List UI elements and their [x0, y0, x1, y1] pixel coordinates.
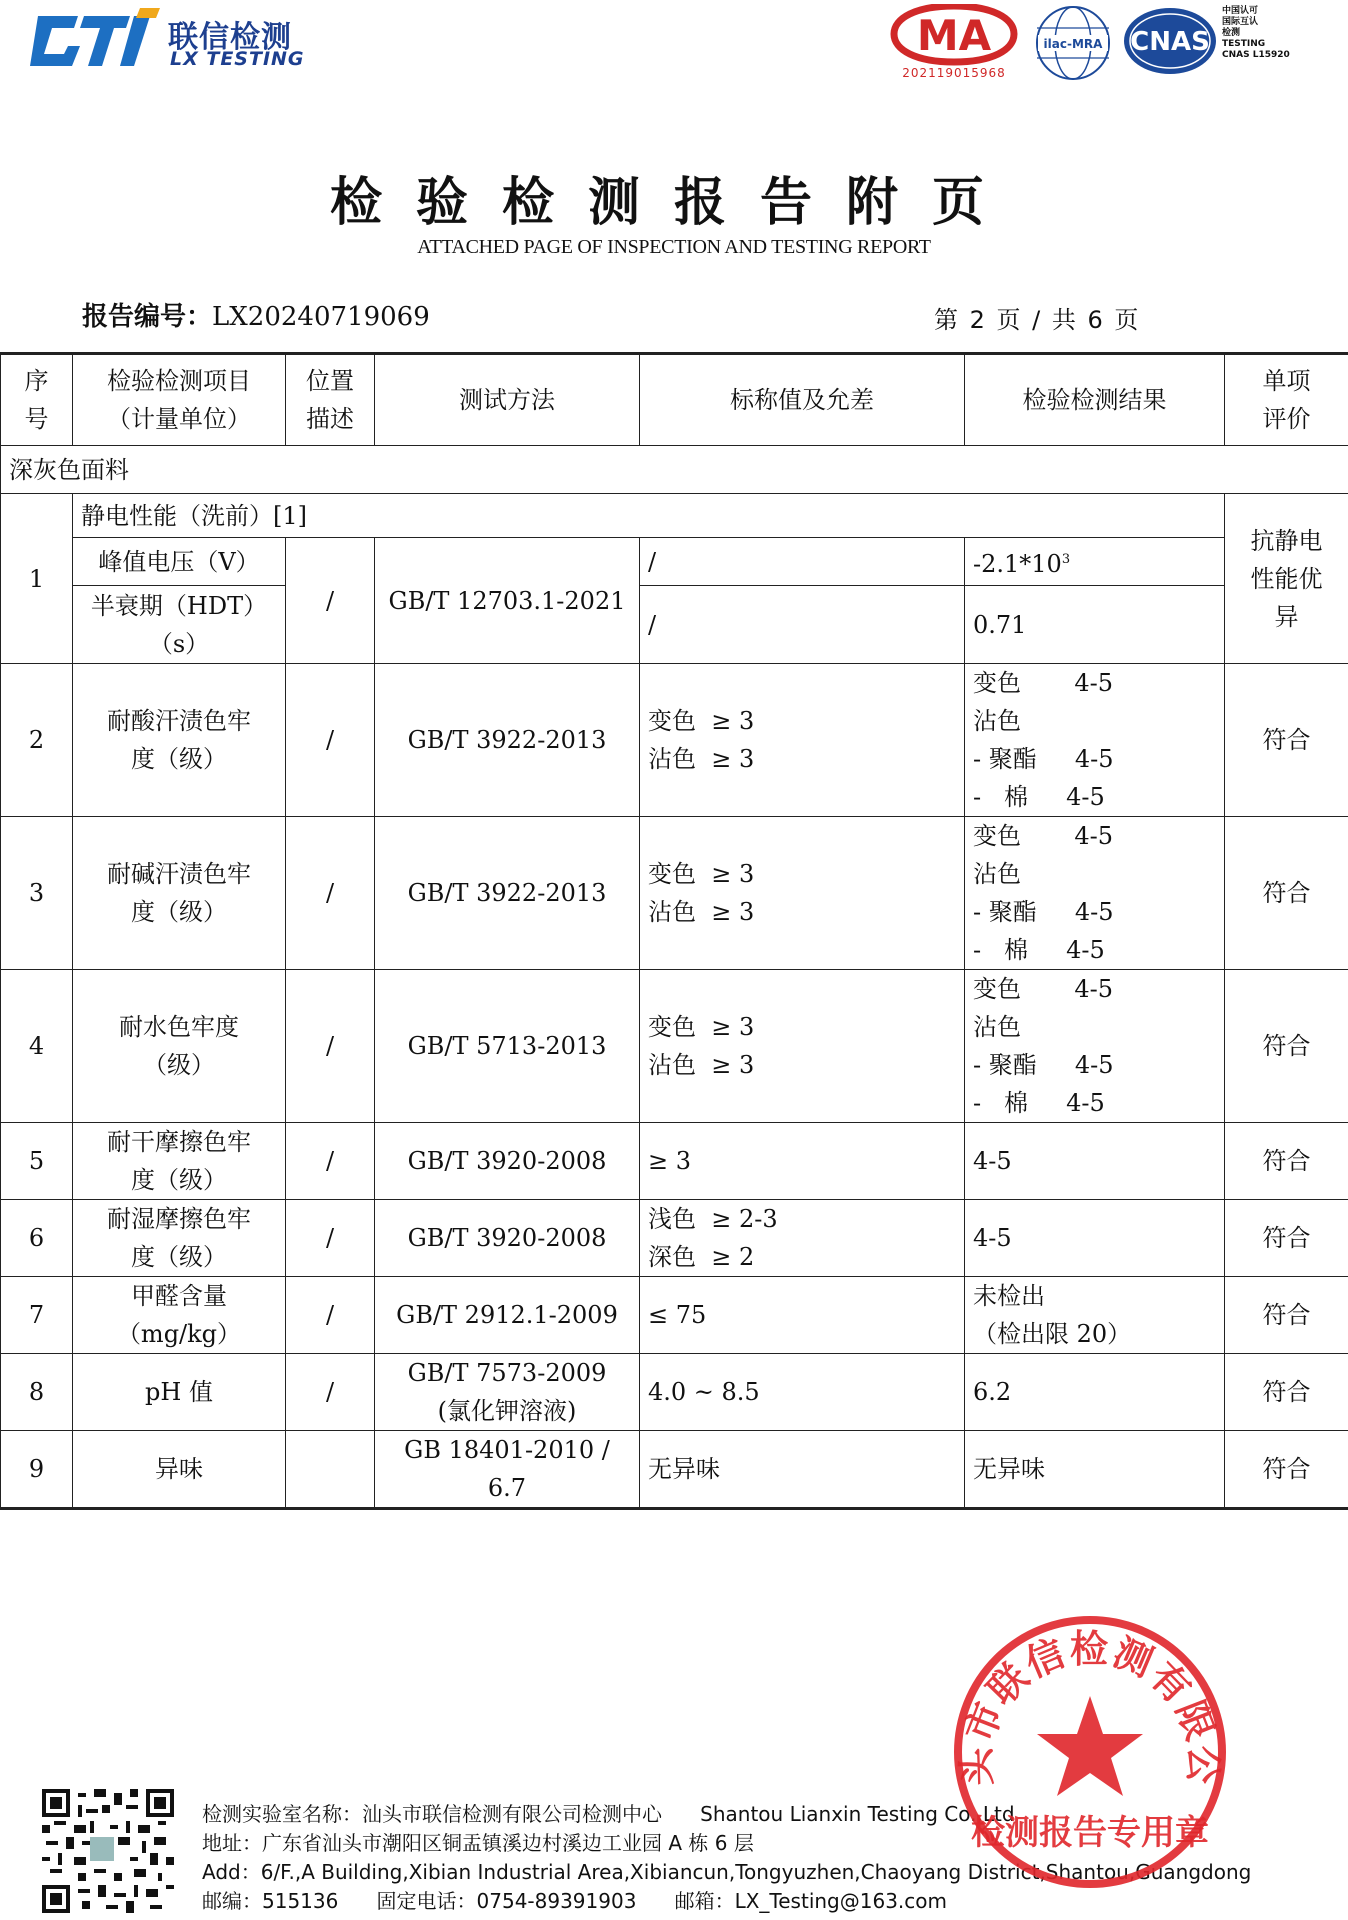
row-item: 耐水色牢度 （级）	[73, 970, 286, 1123]
ilac-text: ilac-MRA	[1043, 37, 1103, 51]
row-no: 3	[1, 817, 73, 970]
lx-testing-logo	[30, 8, 330, 68]
row-no: 2	[1, 664, 73, 817]
header-item: 检验检测项目 （计量单位）	[73, 354, 286, 446]
table-row	[1, 1123, 1348, 1200]
cma-mark-icon	[890, 4, 1018, 66]
row-nominal: ≤ 75	[640, 1277, 965, 1354]
cnas-line: CNAS L15920	[1222, 50, 1290, 60]
cnas-accreditation-text	[1222, 6, 1290, 61]
row-item: 耐干摩擦色牢 度（级）	[73, 1123, 286, 1200]
section-row	[1, 446, 1348, 494]
row-position: /	[286, 664, 375, 817]
header-method: 测试方法	[375, 354, 640, 446]
ilac-globe-icon	[1034, 4, 1112, 82]
row-result: $-2.1*10^3$	[965, 538, 1225, 586]
row-no: 4	[1, 970, 73, 1123]
row-evaluation: 符合	[1225, 1277, 1348, 1354]
email: 邮箱：LX_Testing@163.com	[674, 1889, 947, 1913]
table-row	[1, 1277, 1348, 1354]
brand-en: LX TESTING	[170, 48, 305, 70]
cma-logo	[890, 4, 1018, 82]
row-method: GB/T 3920-2008	[375, 1200, 640, 1277]
row-evaluation: 符合	[1225, 1354, 1348, 1431]
row-result: 变色 4-5 沾色 - 聚酯 4-5 - 棉 4-5	[965, 664, 1225, 817]
lab-name-en: Shantou Lianxin Testing Co.,Ltd	[700, 1802, 1015, 1826]
row-result: 0.71	[965, 586, 1225, 664]
row-evaluation: 符合	[1225, 970, 1348, 1123]
row-method: GB/T 3922-2013	[375, 664, 640, 817]
row-method: GB/T 3922-2013	[375, 817, 640, 970]
postcode: 邮编：515136	[202, 1889, 339, 1913]
row-no: 1	[1, 494, 73, 664]
row-position: /	[286, 1277, 375, 1354]
row-no: 6	[1, 1200, 73, 1277]
row-nominal: 变色 ≥ 3 沾色 ≥ 3	[640, 664, 965, 817]
report-number-label: 报告编号：	[82, 302, 213, 332]
row-result: 变色 4-5 沾色 - 聚酯 4-5 - 棉 4-5	[965, 970, 1225, 1123]
row-nominal: 浅色 ≥ 2-3 深色 ≥ 2	[640, 1200, 965, 1277]
phone: 固定电话：0754-89391903	[376, 1889, 637, 1913]
row-no: 9	[1, 1431, 73, 1509]
table-row	[1, 1200, 1348, 1277]
seal-center-text: 检测报告专用章	[971, 1813, 1209, 1853]
seal-ring-text: 头市联信检测有限公	[954, 1627, 1226, 1787]
row-evaluation: 抗静电 性能优 异	[1225, 494, 1348, 664]
row-nominal: 4.0 ~ 8.5	[640, 1354, 965, 1431]
ilac-mra-logo	[1034, 4, 1112, 86]
header-no: 序 号	[1, 354, 73, 446]
inspection-table	[0, 352, 1348, 1510]
row-nominal: ≥ 3	[640, 1123, 965, 1200]
row-result: 4-5	[965, 1123, 1225, 1200]
row-item: 甲醛含量 （mg/kg）	[73, 1277, 286, 1354]
row-method: GB/T 2912.1-2009	[375, 1277, 640, 1354]
cnas-line: 检测	[1222, 28, 1241, 38]
cnas-line: 中国认可	[1222, 6, 1259, 16]
row-position	[286, 1431, 375, 1509]
row-group-label: 静电性能（洗前）[1]	[73, 494, 1225, 538]
row-item: 峰值电压（V）	[73, 538, 286, 586]
row-position: /	[286, 970, 375, 1123]
lx-mark-icon	[30, 8, 160, 66]
report-number	[82, 296, 430, 333]
svg-text:MA: MA	[916, 11, 992, 60]
page-subtitle: ATTACHED PAGE OF INSPECTION AND TESTING REPORT	[417, 236, 931, 258]
row-evaluation: 符合	[1225, 664, 1348, 817]
row-item: 半衰期（HDT） （s）	[73, 586, 286, 664]
table-row	[1, 664, 1348, 817]
row-nominal: 变色 ≥ 3 沾色 ≥ 3	[640, 817, 965, 970]
table-row	[1, 586, 1348, 664]
row-position: /	[286, 538, 375, 664]
row-no: 7	[1, 1277, 73, 1354]
cnas-mark-icon	[1122, 6, 1218, 76]
table-header-row	[1, 354, 1348, 446]
seal-star-icon	[1037, 1696, 1143, 1796]
report-number-value: LX20240719069	[212, 302, 430, 332]
table-row	[1, 970, 1348, 1123]
section-label: 深灰色面料	[1, 446, 1348, 494]
row-position: /	[286, 817, 375, 970]
table-row	[1, 817, 1348, 970]
row-result: 6.2	[965, 1354, 1225, 1431]
row-evaluation: 符合	[1225, 817, 1348, 970]
row-no: 5	[1, 1123, 73, 1200]
row-item: 异味	[73, 1431, 286, 1509]
footer-address: 地址：广东省汕头市潮阳区铜盂镇溪边村溪边工业园 A 栋 6 层	[202, 1831, 754, 1855]
official-seal	[950, 1612, 1230, 1892]
row-method: GB/T 12703.1-2021	[375, 538, 640, 664]
lab-name: 检测实验室名称：汕头市联信检测有限公司检测中心	[202, 1802, 662, 1826]
row-nominal: /	[640, 586, 965, 664]
row-item: pH 值	[73, 1354, 286, 1431]
row-nominal: 变色 ≥ 3 沾色 ≥ 3	[640, 970, 965, 1123]
page-indicator: 第 2 页 / 共 6 页	[934, 306, 1139, 334]
row-method: GB/T 5713-2013	[375, 970, 640, 1123]
row-method: GB/T 7573-2009 (氯化钾溶液)	[375, 1354, 640, 1431]
header-position: 位置 描述	[286, 354, 375, 446]
cnas-line: 国际互认	[1222, 17, 1259, 27]
table-row	[1, 1354, 1348, 1431]
cnas-logo	[1122, 6, 1218, 80]
row-evaluation: 符合	[1225, 1123, 1348, 1200]
table-row	[1, 1431, 1348, 1509]
row-position: /	[286, 1354, 375, 1431]
row-method: GB 18401-2010 / 6.7	[375, 1431, 640, 1509]
row-no: 8	[1, 1354, 73, 1431]
row-method: GB/T 3920-2008	[375, 1123, 640, 1200]
header-nominal: 标称值及允差	[640, 354, 965, 446]
row-nominal: /	[640, 538, 965, 586]
row-result: 4-5	[965, 1200, 1225, 1277]
row-result: 变色 4-5 沾色 - 聚酯 4-5 - 棉 4-5	[965, 817, 1225, 970]
cma-number: 202119015968	[902, 66, 1006, 80]
header-result: 检验检测结果	[965, 354, 1225, 446]
qr-code-icon	[42, 1788, 174, 1914]
row-item: 耐碱汗渍色牢 度（级）	[73, 817, 286, 970]
row-item: 耐湿摩擦色牢 度（级）	[73, 1200, 286, 1277]
header-evaluation: 单项 评价	[1225, 354, 1348, 446]
footer-address-en: Add：6/F.,A Building,Xibian Industrial Area,Xibiancun,Tongyuzhen,Chaoyang District,Shantou,Guangdong	[202, 1860, 1252, 1884]
cnas-line: TESTING	[1222, 39, 1266, 49]
row-nominal: 无异味	[640, 1431, 965, 1509]
row-item: 耐酸汗渍色牢 度（级）	[73, 664, 286, 817]
page-title: 检验检测报告附页	[329, 172, 1018, 233]
table-row	[1, 538, 1348, 586]
row-result: 无异味	[965, 1431, 1225, 1509]
row-evaluation: 符合	[1225, 1431, 1348, 1509]
row-evaluation: 符合	[1225, 1200, 1348, 1277]
table-row	[1, 494, 1348, 538]
row-position: /	[286, 1123, 375, 1200]
brand-cn: 联信检测	[168, 20, 292, 55]
cnas-logo-text: CNAS	[1130, 27, 1210, 57]
row-position: /	[286, 1200, 375, 1277]
row-result: 未检出 （检出限 20）	[965, 1277, 1225, 1354]
